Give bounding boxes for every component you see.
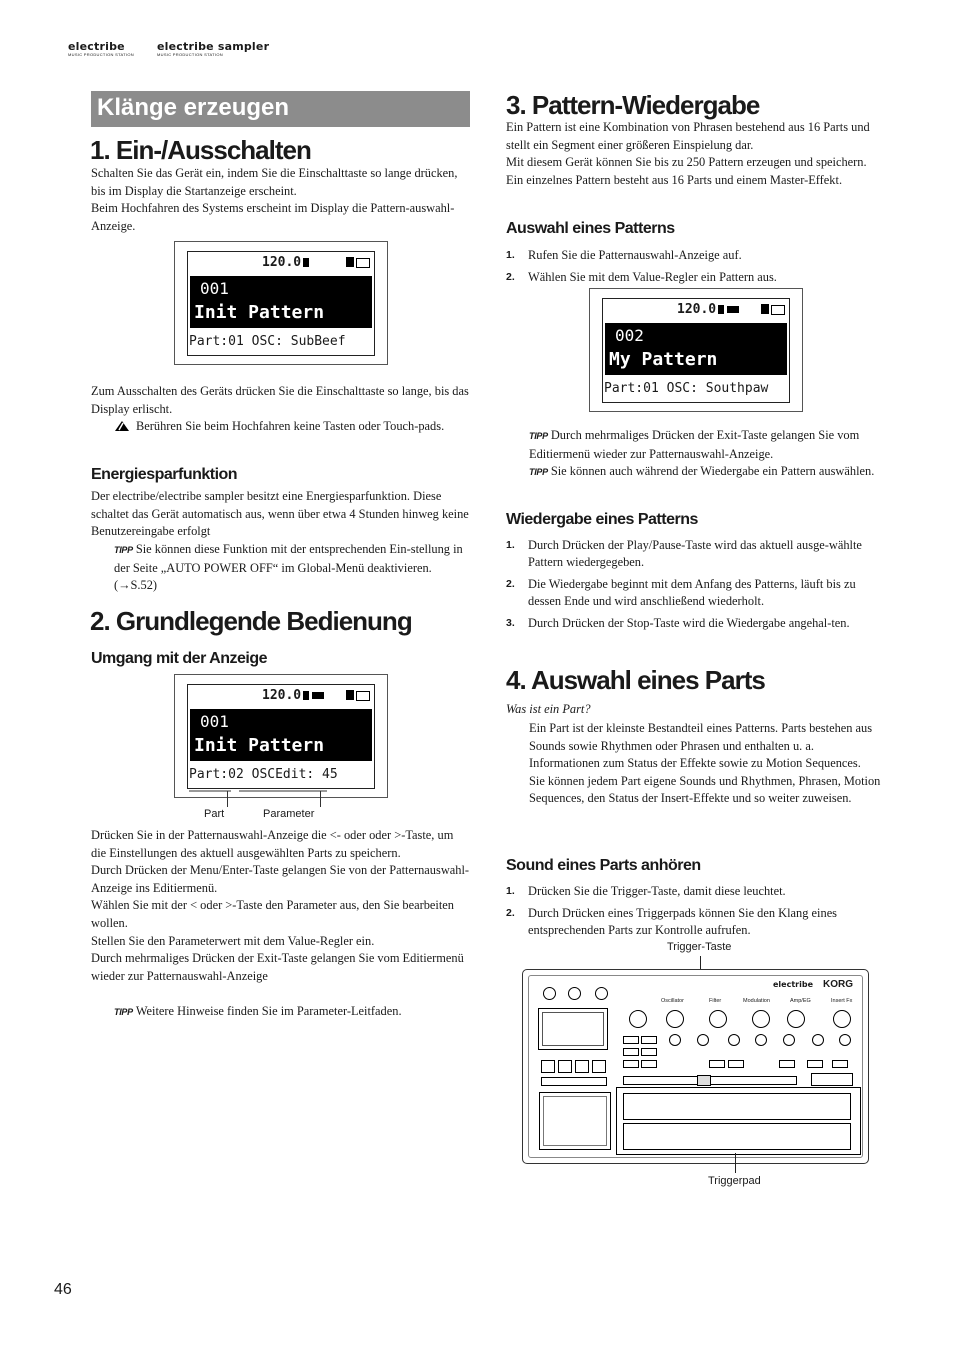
play-pause-button: [575, 1060, 589, 1073]
s2-tip: TIPP Weitere Hinweise finden Sie im Parameter-Leitfaden.: [114, 1004, 402, 1018]
lcd-pattern-number: 001: [200, 279, 229, 298]
battery-icon: [356, 258, 370, 268]
part-underline: [189, 790, 231, 792]
parameter-leader-line: [320, 791, 321, 807]
heading-auswahl-eines-parts: 4. Auswahl eines Parts: [506, 665, 765, 695]
section-filter: Filter: [709, 998, 722, 1004]
list-item: 1. Rufen Sie die Patternauswahl-Anzeige auf.: [506, 248, 742, 262]
small-button: [641, 1036, 657, 1044]
triggerpad-leader-line: [735, 1153, 736, 1173]
mic-knob: [595, 987, 608, 1000]
loop-icon: [303, 258, 309, 267]
lcd-pattern-number: 002: [615, 326, 644, 345]
small-knob: [812, 1034, 824, 1046]
small-knob: [669, 1034, 681, 1046]
header-logo-electribe: electribe MUSIC PRODUCTION STATION: [68, 40, 134, 57]
what-is-a-part: Was ist ein Part?: [506, 702, 591, 716]
touch-pad: [539, 1092, 611, 1150]
card-icon: [761, 304, 769, 314]
s1-intro: Schalten Sie das Gerät ein, indem Sie die Einschalttaste so lange drücken, bis im Display die Startanzeige erscheint. Beim Hochfahren des Systems erscheint im Display die Pattern-auswahl-Anzeige.: [91, 166, 458, 233]
heading-umgang-mit-der-anzeige: Umgang mit der Anzeige: [91, 650, 267, 667]
lcd-pattern-name: Init Pattern: [194, 302, 325, 323]
heading-auswahl-eines-patterns: Auswahl eines Patterns: [506, 220, 675, 237]
part-buttons: [811, 1073, 853, 1086]
lcd-tempo: 120.0: [262, 255, 302, 270]
s3-steps-1: [506, 247, 886, 291]
heading-energiesparfunktion: Energiesparfunktion: [91, 466, 238, 483]
tip-label: TIPP: [114, 1007, 133, 1017]
caption-trigger-taste: Trigger-Taste: [667, 941, 732, 953]
s4-text: Ein Part ist der kleinste Bestandteil eines Patterns. Parts bestehen aus Sounds sowie Rhythmen oder Phrasen und enthalten u. a. Informationen zum Status der Effekte sowie zu Motion Sequences. Sie können jedem Part eigene Sounds und Rhythmen, Phrasen, Motion Sequences, den Status der Insert-Effekte und so weiter zuweisen.: [529, 721, 881, 806]
lcd-pattern-name: Init Pattern: [194, 735, 325, 756]
caution-note: Berühren Sie beim Hochfahren keine Tasten oder Touch-pads.: [136, 419, 445, 433]
small-knob: [728, 1034, 740, 1046]
tap-button: [592, 1060, 606, 1073]
small-button: [623, 1048, 639, 1056]
knob: [752, 1010, 770, 1028]
section-modulation: Modulation: [743, 998, 770, 1004]
heading-ein-ausschalten: 1. Ein-/Ausschalten: [90, 135, 311, 165]
caption-parameter: Parameter: [263, 808, 315, 820]
small-button: [832, 1060, 848, 1068]
s2-paragraphs: Drücken Sie in der Patternauswahl-Anzeige die <- oder oder >-Taste, um die Einstellungen des aktuell ausgewählten Parts zu speichern. Durch Drücken der Menu/Enter-Taste gelangen Sie von der Patternauswahl-Anzeige ins Editiermenü. Wählen Sie mit der < oder >-Taste den Parameter aus, den Sie bearbeiten wollen. Stellen Sie den Parameterwert mit dem Value-Regler ein. Durch mehrmaliges Drücken der Exit-Taste gelangen Sie vom Editiermenü wieder zur Patternauswahl-Anzeige: [91, 828, 470, 983]
display-illustration-2: [174, 674, 388, 798]
tip-label: TIPP: [529, 467, 548, 478]
small-knob: [755, 1034, 767, 1046]
energy-text: Der electribe/electribe sampler besitzt eine Energiesparfunktion. Diese schaltet das Gerät automatisch aus, wenn über etwa 4 Stunden hinweg keine Benutzereingabe erfolgt: [91, 489, 469, 539]
small-button: [709, 1060, 725, 1068]
lcd-bottom-line: Part:01 OSC: SubBeef: [189, 334, 346, 349]
card-icon: [346, 690, 354, 700]
section-amp-eg: Amp/EG: [790, 998, 811, 1004]
list-item: 3. Durch Drücken der Stop-Taste wird die Wiedergabe angehal-ten.: [506, 616, 850, 630]
battery-icon: [771, 305, 785, 315]
stop-button: [558, 1060, 572, 1073]
knob: [787, 1010, 805, 1028]
heading-wiedergabe-eines-patterns: Wiedergabe eines Patterns: [506, 511, 698, 528]
small-button: [623, 1036, 639, 1044]
lcd-bottom-line: Part:02 OSCEdit: 45: [189, 767, 338, 782]
section-banner: Klänge erzeugen: [91, 91, 470, 127]
parameter-underline: [239, 790, 327, 792]
section-oscillator: Oscillator: [661, 998, 684, 1004]
caution-icon: [114, 419, 130, 437]
play-state-icon: [312, 692, 324, 699]
small-button: [728, 1060, 744, 1068]
small-knob: [839, 1034, 851, 1046]
record-button: [541, 1060, 555, 1073]
small-button: [623, 1060, 639, 1068]
small-knob: [697, 1034, 709, 1046]
knob: [666, 1010, 684, 1028]
trigger-pad-area: [616, 1087, 861, 1155]
lcd-tempo: 120.0: [677, 302, 717, 317]
heading-pattern-wiedergabe: 3. Pattern-Wiedergabe: [506, 90, 760, 120]
knob: [833, 1010, 851, 1028]
s3-tips: TIPP Durch mehrmaliges Drücken der Exit-Taste gelangen Sie vom Editiermenü wieder zur Patternauswahl-Anzeige. TIPP Sie können auch während der Wiedergabe ein Pattern auswählen.: [529, 428, 875, 479]
tip-label: TIPP: [529, 431, 548, 441]
play-state-icon: [727, 306, 739, 313]
caption-part: Part: [204, 808, 225, 820]
device-brand: electribe: [773, 980, 813, 989]
list-item: 1. Durch Drücken der Play/Pause-Taste wird das aktuell ausge-wählte Pattern wiedergegeben.: [506, 538, 862, 569]
s4-steps: [506, 883, 886, 944]
s3-steps-2: [506, 537, 886, 637]
lcd-bottom-line: Part:01 OSC: Southpaw: [604, 381, 769, 396]
trigger-pads-row-2: [623, 1123, 851, 1150]
small-knob: [783, 1034, 795, 1046]
energy-tip: TIPP Sie können diese Funktion mit der entsprechenden Ein-stellung in der Seite „AUTO POWER OFF“ im Global-Menü deaktivieren. (→S.52): [114, 542, 463, 593]
small-button: [641, 1060, 657, 1068]
lcd-pattern-number: 001: [200, 712, 229, 731]
korg-logo: KORG: [823, 979, 853, 990]
heading-sound-eines-parts-anhoeren: Sound eines Parts anhören: [506, 857, 701, 874]
device-screen: [538, 1008, 608, 1050]
loop-icon: [718, 305, 724, 314]
section-insert-fx: Insert Fx: [831, 998, 853, 1004]
part-leader-line: [227, 791, 228, 807]
small-button: [779, 1060, 795, 1068]
display-illustration-3: [589, 288, 803, 412]
list-item: 2. Die Wiedergabe beginnt mit dem Anfang des Patterns, läuft bis zu dessen Ende und wird anschließend wiederholt.: [506, 577, 856, 608]
battery-icon: [356, 691, 370, 701]
knob: [709, 1010, 727, 1028]
list-item: 2. Durch Drücken eines Triggerpads können Sie den Klang eines entsprechenden Parts zur Kontrolle aufrufen.: [506, 906, 838, 937]
display-illustration-1: [174, 241, 388, 365]
trigger-button: [697, 1075, 711, 1086]
heading-grundlegende-bedienung: 2. Grundlegende Bedienung: [90, 606, 412, 636]
tip-label: TIPP: [114, 545, 133, 555]
list-item: 2. Wählen Sie mit dem Value-Regler ein Pattern aus.: [506, 270, 777, 284]
device-illustration: [522, 969, 869, 1164]
small-button: [641, 1048, 657, 1056]
loop-icon: [303, 691, 309, 700]
caption-triggerpad: Triggerpad: [708, 1175, 761, 1187]
master-knob: [543, 987, 556, 1000]
card-icon: [346, 257, 354, 267]
value-knob: [568, 987, 581, 1000]
lcd-tempo: 120.0: [262, 688, 302, 703]
lcd-pattern-name: My Pattern: [609, 349, 718, 370]
small-button: [807, 1060, 823, 1068]
page-number: 46: [54, 1281, 72, 1298]
list-item: 1. Drücken Sie die Trigger-Taste, damit diese leuchtet.: [506, 884, 786, 898]
trigger-pads-row-1: [623, 1093, 851, 1120]
s3-intro: Ein Pattern ist eine Kombination von Phrasen bestehend aus 16 Parts und stellt ein Segment einer größeren Einspielung dar. Mit diesem Gerät können Sie bis zu 250 Pattern erzeugen und speichern. Ein einzelnes Pattern besteht aus 16 Parts und einem Master-Effekt.: [506, 120, 870, 187]
header-logo-electribe-sampler: electribe sampler MUSIC PRODUCTION STATION: [157, 40, 270, 57]
knob: [629, 1010, 647, 1028]
s1-off-text: Zum Ausschalten des Geräts drücken Sie die Einschalttaste so lange, bis das Display erlischt.: [91, 384, 469, 416]
function-buttons: [541, 1077, 607, 1086]
